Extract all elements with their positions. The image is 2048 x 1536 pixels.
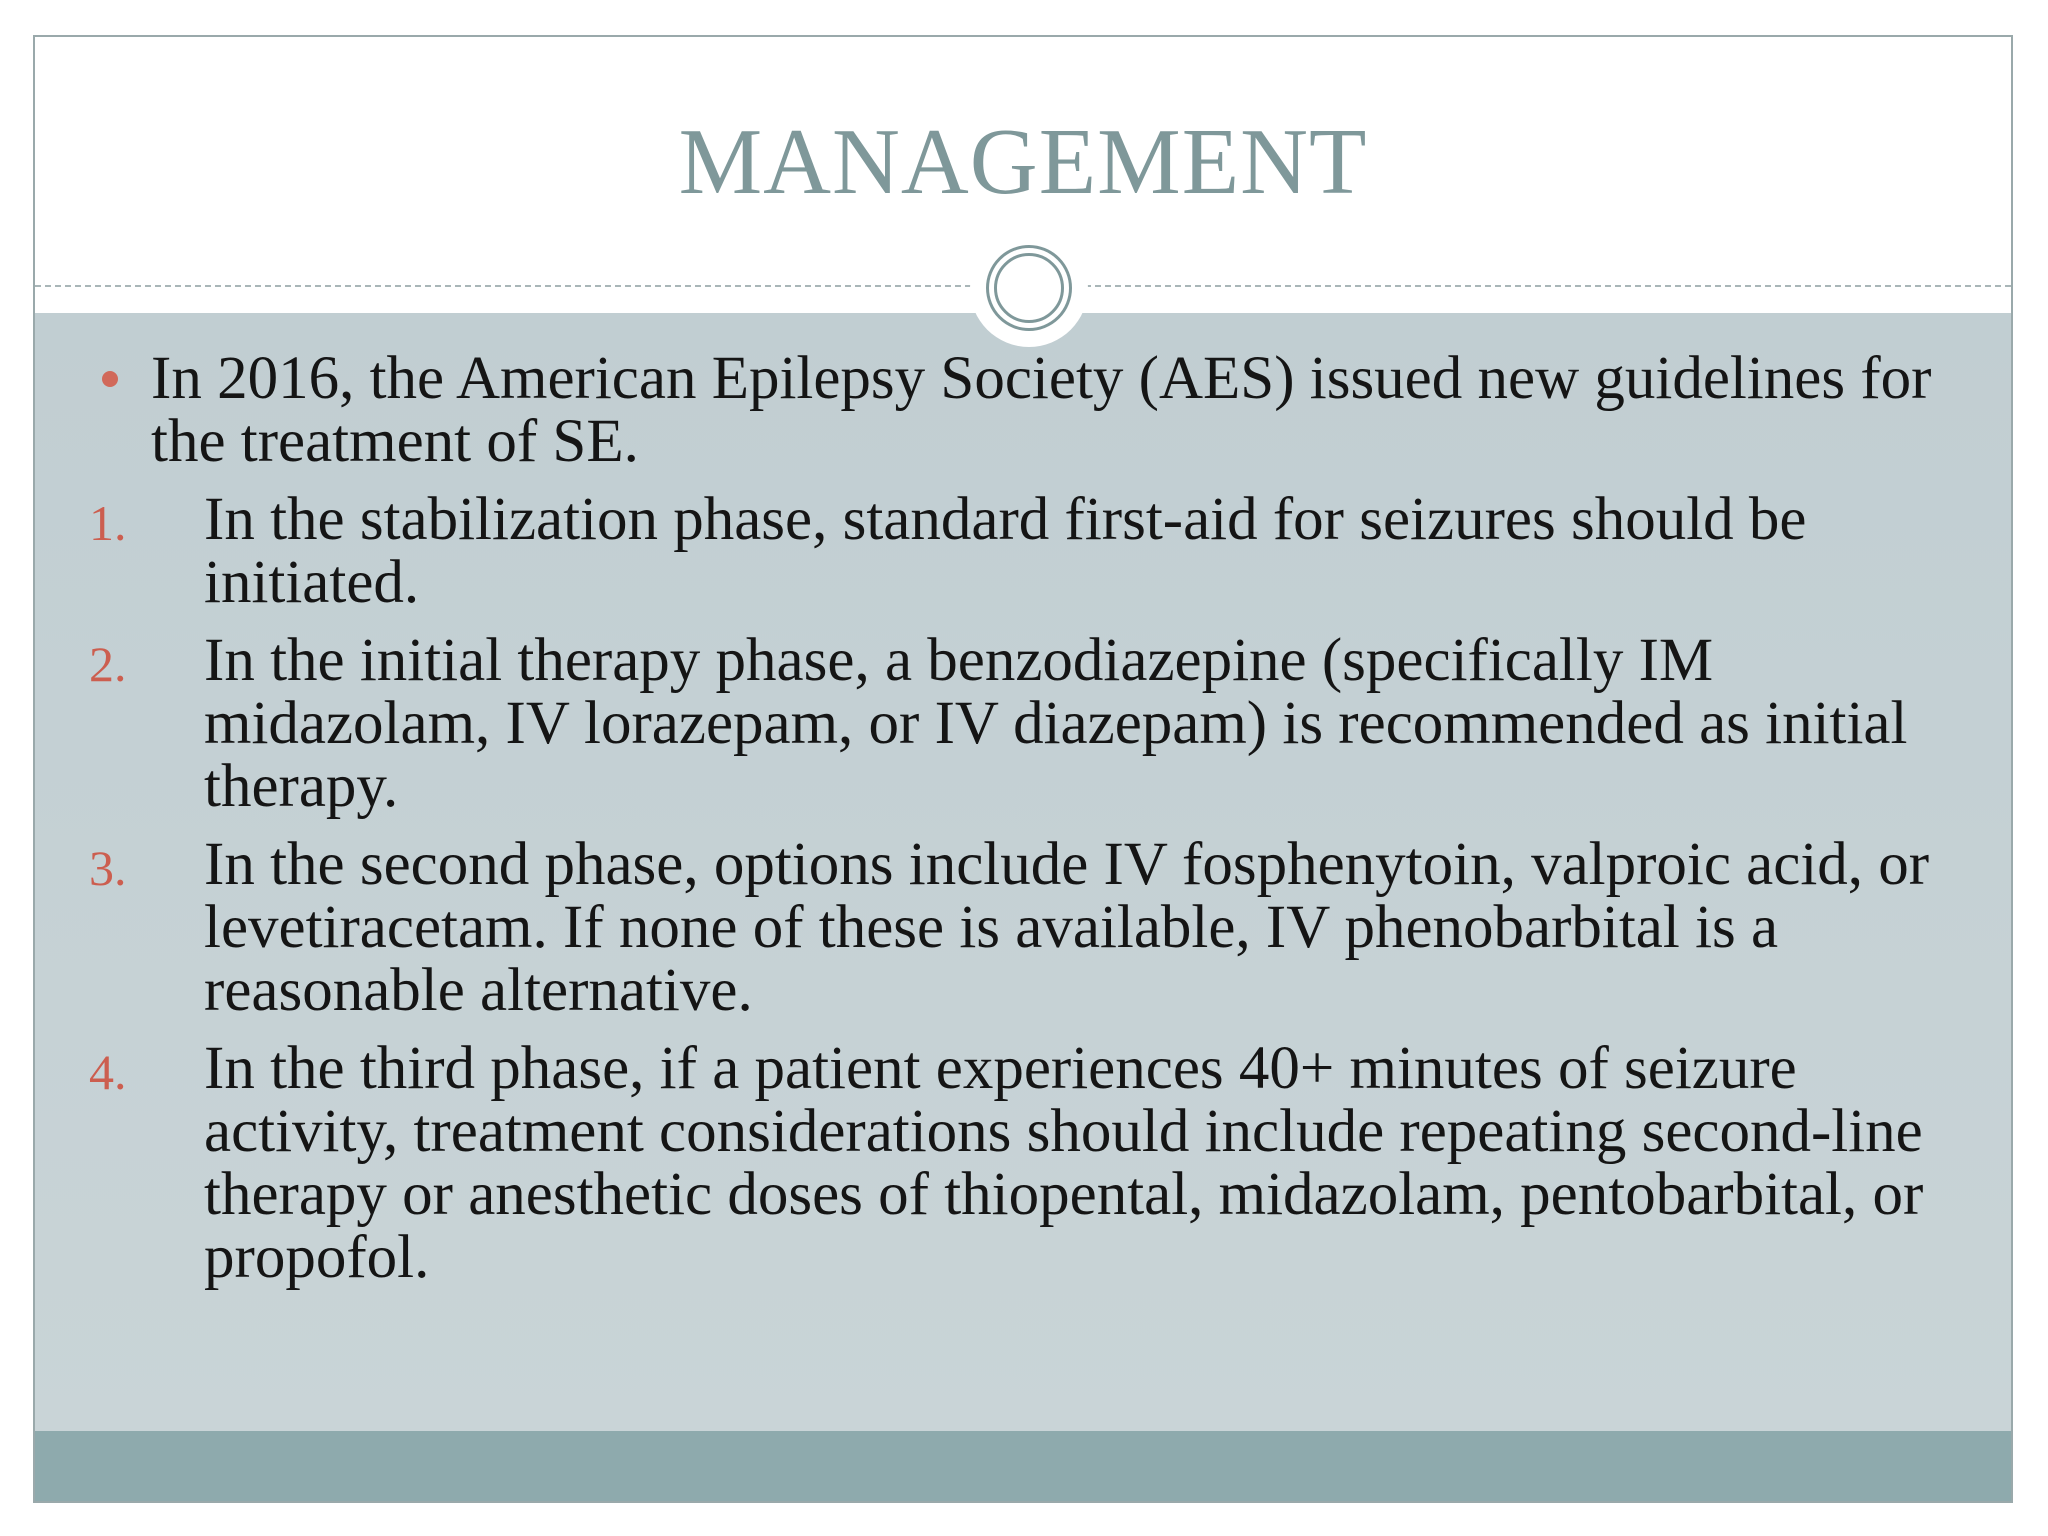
ornament-outer-ring	[986, 245, 1072, 331]
slide-body	[35, 347, 2011, 1304]
list-item-number: 1.	[89, 495, 127, 551]
ornament-inner-ring	[994, 253, 1064, 323]
list-item-text: In the third phase, if a patient experiences 40+ minutes of seizure activity, treatment considerations should include repeating second-line therapy or anesthetic doses of thiopental, midazolam, pentobarbital, or propofol.	[204, 1035, 1924, 1291]
bullet-dot-icon	[102, 371, 118, 387]
list-item-text: In the initial therapy phase, a benzodiazepine (specifically IM midazolam, IV lorazepam, or IV diazepam) is recommended as initial therapy.	[204, 627, 1908, 820]
list-item-number: 4.	[89, 1044, 127, 1100]
slide-title: MANAGEMENT	[678, 110, 1368, 214]
list-item	[35, 629, 2011, 818]
list-item-number: 2.	[89, 636, 127, 692]
list-item-number: 3.	[89, 840, 127, 896]
circle-ornament-icon	[970, 229, 1088, 347]
list-item-text: In the stabilization phase, standard first-aid for seizures should be initiated.	[204, 486, 1807, 616]
list-item	[35, 833, 2011, 1022]
intro-bullet	[35, 347, 2011, 473]
list-item-text: In the second phase, options include IV fosphenytoin, valproic acid, or levetiracetam. If none of these is available, IV phenobarbital is a reasonable alternative.	[204, 831, 1930, 1024]
list-item	[35, 1037, 2011, 1289]
footer-band	[35, 1431, 2011, 1501]
list-item	[35, 488, 2011, 614]
slide	[33, 35, 2013, 1503]
intro-bullet-text: In 2016, the American Epilepsy Society (AES) issued new guidelines for the treatment of SE.	[151, 345, 1932, 475]
